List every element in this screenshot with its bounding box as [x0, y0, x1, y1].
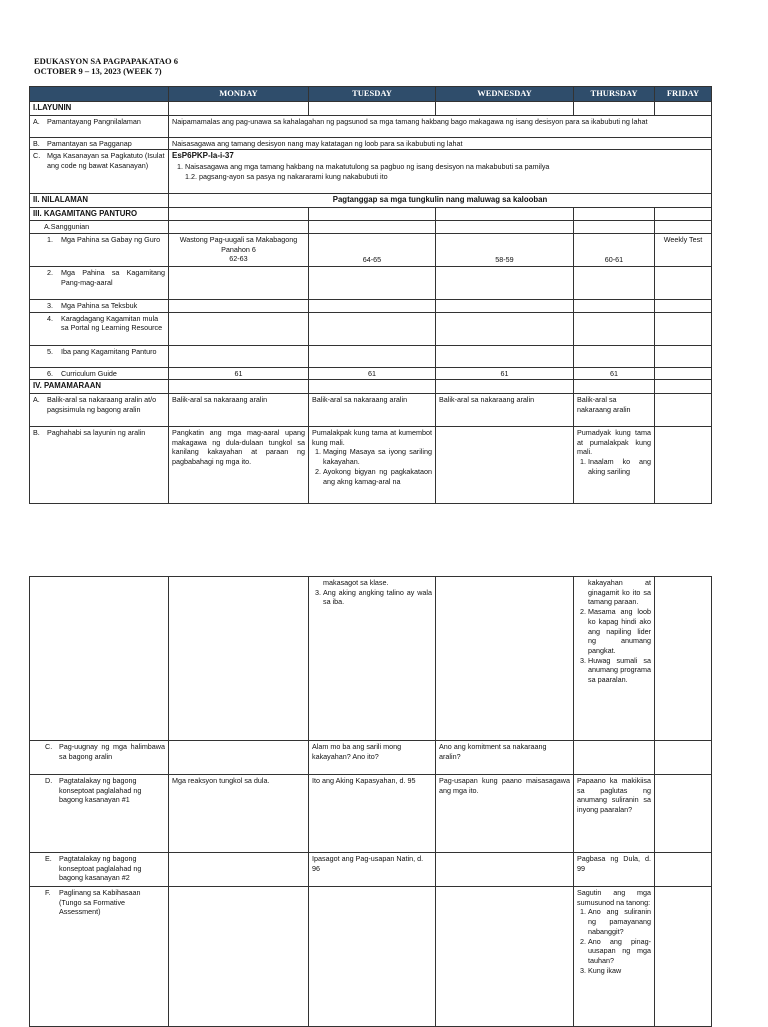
continuation-thursday-item: 3. Huwag sumali sa anumang programa sa paaralan. — [588, 656, 651, 685]
row-label-pagtatalakay-2: Pagtatalakay ng bagong konseptoat paglalahad ng bagong kasanayan #2 — [59, 854, 142, 883]
pagtatalakay1-wednesday: Pag-usapan kung paano maisasagawa ang mga ito. — [436, 775, 574, 853]
row-label-pamantayang-pangnilalaman: Pamantayang Pangnilalaman — [47, 116, 141, 126]
paghahabi-tuesday-item: 2. Ayokong bigyan ng pagkakataon ang akng kamag-aral na — [323, 467, 432, 486]
continuation-tuesday-text: makasagot sa klase. — [323, 578, 389, 587]
pagtatalakay1-tuesday: Ito ang Aking Kapasyahan, d. 95 — [309, 775, 436, 853]
balik-aral-wednesday: Balik-aral sa nakaraang aralin — [436, 393, 574, 426]
kasanayan-subitem: 1.2. pagsang-ayon sa pasya ng nakararami kung nakabubuti ito — [185, 171, 388, 181]
lesson-plan-table-page2 — [29, 576, 712, 1027]
row-num: 6. — [47, 368, 53, 378]
subject-title: EDUKASYON SA PAGPAPAKATAO 6 — [34, 56, 178, 66]
kasanayan-cell — [169, 150, 712, 194]
day-header-wednesday: WEDNESDAY — [436, 87, 574, 102]
balik-aral-tuesday: Balik-aral sa nakaraang aralin — [309, 393, 436, 426]
paglinang-thursday-item: 3. Kung ikaw — [588, 966, 651, 976]
gabay-pages-wednesday: 58-59 — [436, 233, 574, 266]
pag-uugnay-tuesday: Alam mo ba ang sarili mong kakayahan? Ano ito? — [309, 741, 436, 775]
row-label-pagtatalakay-1: Pagtatalakay ng bagong konseptoat paglalahad ng bagong kasanayan #1 — [59, 776, 142, 805]
row-num: A. — [33, 394, 40, 404]
row-label-teksbuk: Mga Pahina sa Teksbuk — [61, 300, 138, 310]
paglinang-thursday-item: 1. Ano ang suliranin ng pamayanang nabanggit? — [588, 907, 651, 936]
continuation-thursday-item: 2. Masama ang loob ko kapag hindi ako ang napiling lider ng anumang pangkat. — [588, 607, 651, 656]
week-label: OCTOBER 9 – 13, 2023 (WEEK 7) — [34, 66, 162, 76]
paghahabi-thursday-item: 1. Inaalam ko ang aking sariling — [588, 457, 651, 476]
row-label-paglinang: Paglinang sa Kabihasaan (Tungo sa Formative Assessment) — [59, 888, 141, 917]
gabay-pages-monday: 62-63 — [229, 254, 248, 264]
pamantayang-pangnilalaman-text: Naipamamalas ang pag-unawa sa kahalagahan ng pagsunod sa mga tamang hakbang bago makagawa ng isang desisyon para sa ikabubuti ng lahat — [169, 115, 712, 137]
day-header-monday: MONDAY — [169, 87, 309, 102]
paglinang-thursday-intro: Sagutin ang mga sumusunod na tanong: — [577, 888, 651, 907]
row-label-kagamitang-pang-mag-aaral: Mga Pahina sa Kagamitang Pang-mag-aaral — [61, 267, 165, 287]
row-num: D. — [45, 776, 53, 785]
row-label-karagdagang-kagamitan: Karagdagang Kagamitan mula sa Portal ng Learning Resource — [61, 313, 163, 333]
row-label-iba-pang-kagamitan: Iba pang Kagamitang Panturo — [61, 346, 157, 356]
day-header-friday: FRIDAY — [655, 87, 712, 102]
kasanayan-item: 1. Naisasagawa ang mga tamang hakbang na makatutulong sa pagbuo ng isang desisyon na makabubuti sa pamilya — [185, 162, 708, 172]
day-header-thursday: THURSDAY — [574, 87, 655, 102]
gabay-friday: Weekly Test — [655, 233, 712, 266]
row-num: 5. — [47, 346, 53, 356]
row-num: 4. — [47, 313, 53, 323]
cg-monday: 61 — [169, 367, 309, 380]
row-num: C. — [45, 742, 53, 751]
row-num: B. — [33, 427, 40, 437]
paghahabi-tuesday-item: 1. Maging Masaya sa iyong sariling kakayahan. — [323, 447, 432, 466]
paghahabi-thursday — [574, 426, 655, 503]
pagtatalakay1-monday: Mga reaksyon tungkol sa dula. — [169, 775, 309, 853]
continuation-tuesday-item: 3. Ang aking angking talino ay wala sa iba. — [323, 588, 432, 607]
continuation-thursday — [574, 577, 655, 741]
day-header-tuesday: TUESDAY — [309, 87, 436, 102]
section-pamamaraan: IV. PAMAMARAAN — [30, 380, 169, 394]
cg-tuesday: 61 — [309, 367, 436, 380]
continuation-thursday-text: kakayahan at ginagamit ko ito sa tamang paraan. — [588, 578, 651, 607]
gabay-pages-thursday: 60-61 — [574, 233, 655, 266]
cg-wednesday: 61 — [436, 367, 574, 380]
pagtatalakay2-thursday: Pagbasa ng Dula, d. 99 — [574, 853, 655, 887]
row-label-pag-uugnay: Pag-uugnay ng mga halimbawa sa bagong aralin — [59, 742, 165, 761]
row-num: A. — [33, 116, 40, 126]
pagtatalakay2-tuesday: Ipasagot ang Pag-usapan Natin, d. 96 — [309, 853, 436, 887]
gabay-book-title: Wastong Pag-uugali sa Makabagong Panahon 6 — [179, 234, 298, 254]
row-num: 3. — [47, 300, 53, 310]
paghahabi-monday: Pangkatin ang mga mag-aaral upang makagawa ng dula-dulaan tungkol sa kanilang kakayahan at paraan ng pagbabahagi ng mga ito. — [169, 426, 309, 503]
paglinang-thursday-item: 2. Ano ang pinag-uusapan ng mga tauhan? — [588, 937, 651, 966]
pamantayan-sa-pagganap-text: Naisasagawa ang tamang desisyon nang may katatagan ng loob para sa ikabubuti ng lahat — [169, 137, 712, 150]
section-kagamitang-panturo: III. KAGAMITANG PANTURO — [30, 207, 169, 221]
row-num: 2. — [47, 267, 53, 277]
paghahabi-tuesday-intro: Pumalakpak kung tama at kumembot kung mali. — [312, 427, 432, 447]
paglinang-thursday — [574, 887, 655, 1027]
gabay-pages-tuesday: 64-65 — [309, 233, 436, 266]
section-nilalaman: II. NILALAMAN — [30, 194, 169, 208]
header-blank-cell — [30, 87, 169, 102]
competency-code: EsP6PKP-Ia-i-37 — [172, 151, 234, 161]
paghahabi-thursday-intro: Pumadyak kung tama at pumalakpak kung mali. — [577, 427, 651, 457]
row-num: 1. — [47, 234, 53, 244]
row-label-balik-aral: Balik-aral sa nakaraang aralin at/o pagsisimula ng bagong aralin — [47, 394, 157, 414]
row-label-paghahabi: Paghahabi sa layunin ng aralin — [47, 427, 146, 437]
pagtatalakay1-thursday: Papaano ka makikiisa sa paglutas ng anumang suliranin sa inyong paaralan? — [574, 775, 655, 853]
paghahabi-tuesday — [309, 426, 436, 503]
balik-aral-thursday: Balik-aral sa nakaraang aralin — [574, 393, 655, 426]
nilalaman-text: Pagtanggap sa mga tungkulin nang maluwag sa kalooban — [169, 194, 712, 208]
sanggunian-label: A.Sanggunian — [30, 221, 169, 234]
pag-uugnay-wednesday: Ano ang komitment sa nakaraang aralin? — [436, 741, 574, 775]
row-num: E. — [45, 854, 52, 863]
section-layunin: I.LAYUNIN — [30, 102, 169, 116]
row-num: C. — [33, 151, 41, 161]
row-label-gabay-ng-guro: Mga Pahina sa Gabay ng Guro — [61, 234, 161, 244]
row-num: F. — [45, 888, 51, 897]
cg-thursday: 61 — [574, 367, 655, 380]
row-label-curriculum-guide: Curriculum Guide — [61, 368, 117, 378]
continuation-tuesday — [309, 577, 436, 741]
lesson-plan-table-page1 — [29, 86, 712, 504]
row-label-mga-kasanayan: Mga Kasanayan sa Pagkatuto (Isulat ang code ng bawat Kasanayan) — [47, 151, 165, 170]
row-num: B. — [33, 138, 40, 148]
row-label-pamantayan-sa-pagganap: Pamantayan sa Pagganap — [47, 138, 132, 148]
balik-aral-monday: Balik-aral sa nakaraang aralin — [169, 393, 309, 426]
